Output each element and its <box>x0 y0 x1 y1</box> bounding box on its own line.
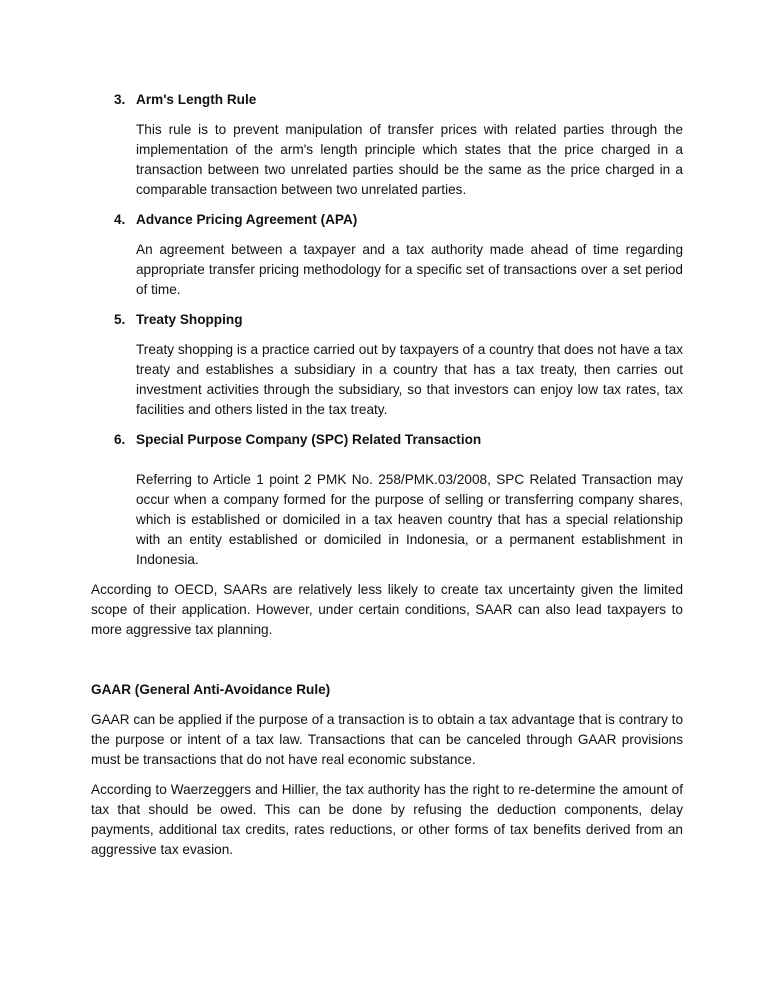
list-item-body: An agreement between a taxpayer and a tax authority made ahead of time regarding appropriate transfer pricing methodology for a specific set of transactions over a set period of time. <box>136 242 683 297</box>
gaar-paragraph: GAAR can be applied if the purpose of a transaction is to obtain a tax advantage that is contrary to the purpose or intent of a tax law. Transactions that can be canceled through GAAR provisions must be transactions that do not have real economic substance. <box>91 712 683 767</box>
list-item-heading <box>114 210 357 230</box>
list-item-number: 3. <box>114 92 126 107</box>
list-item-number: 6. <box>114 432 126 447</box>
list-item-title: Treaty Shopping <box>136 312 243 327</box>
list-item-title: Arm's Length Rule <box>136 92 257 107</box>
list-item-heading <box>114 310 243 330</box>
list-item-title: Special Purpose Company (SPC) Related Transaction <box>136 432 482 447</box>
list-item-number: 4. <box>114 212 126 227</box>
gaar-heading: GAAR (General Anti-Avoidance Rule) <box>91 682 331 697</box>
list-item-body: Referring to Article 1 point 2 PMK No. 258/PMK.03/2008, SPC Related Transaction may occur when a company formed for the purpose of selling or transferring company shares, which is established or domiciled in a tax heaven country that has a special relationship with an entity established or domiciled in Indonesia, or a permanent establishment in Indonesia. <box>136 472 683 567</box>
list-item-heading <box>114 90 256 110</box>
list-item-number: 5. <box>114 312 126 327</box>
list-item-body: This rule is to prevent manipulation of transfer prices with related parties through the implementation of the arm's length principle which states that the price charged in a transaction between two unrelated parties should be the same as the price charged in a comparable transaction between two unrelated parties. <box>136 122 683 197</box>
list-item-body: Treaty shopping is a practice carried out by taxpayers of a country that does not have a tax treaty and establishes a subsidiary in a country that has a tax treaty, then carries out investment activities through the subsidiary, so that investors can enjoy low tax rates, tax facilities and others listed in the tax treaty. <box>136 342 683 417</box>
saar-note-paragraph: According to OECD, SAARs are relatively less likely to create tax uncertainty given the limited scope of their application. However, under certain conditions, SAAR can also lead taxpayers to more aggressive tax planning. <box>91 582 683 637</box>
list-item-title: Advance Pricing Agreement (APA) <box>136 212 358 227</box>
list-item-heading <box>114 430 481 450</box>
gaar-paragraph: According to Waerzeggers and Hillier, the tax authority has the right to re-determine the amount of tax that should be owed. This can be done by refusing the deduction components, delay payments, additional tax credits, rates reductions, or other forms of tax benefits derived from an aggressive tax evasion. <box>91 782 683 857</box>
